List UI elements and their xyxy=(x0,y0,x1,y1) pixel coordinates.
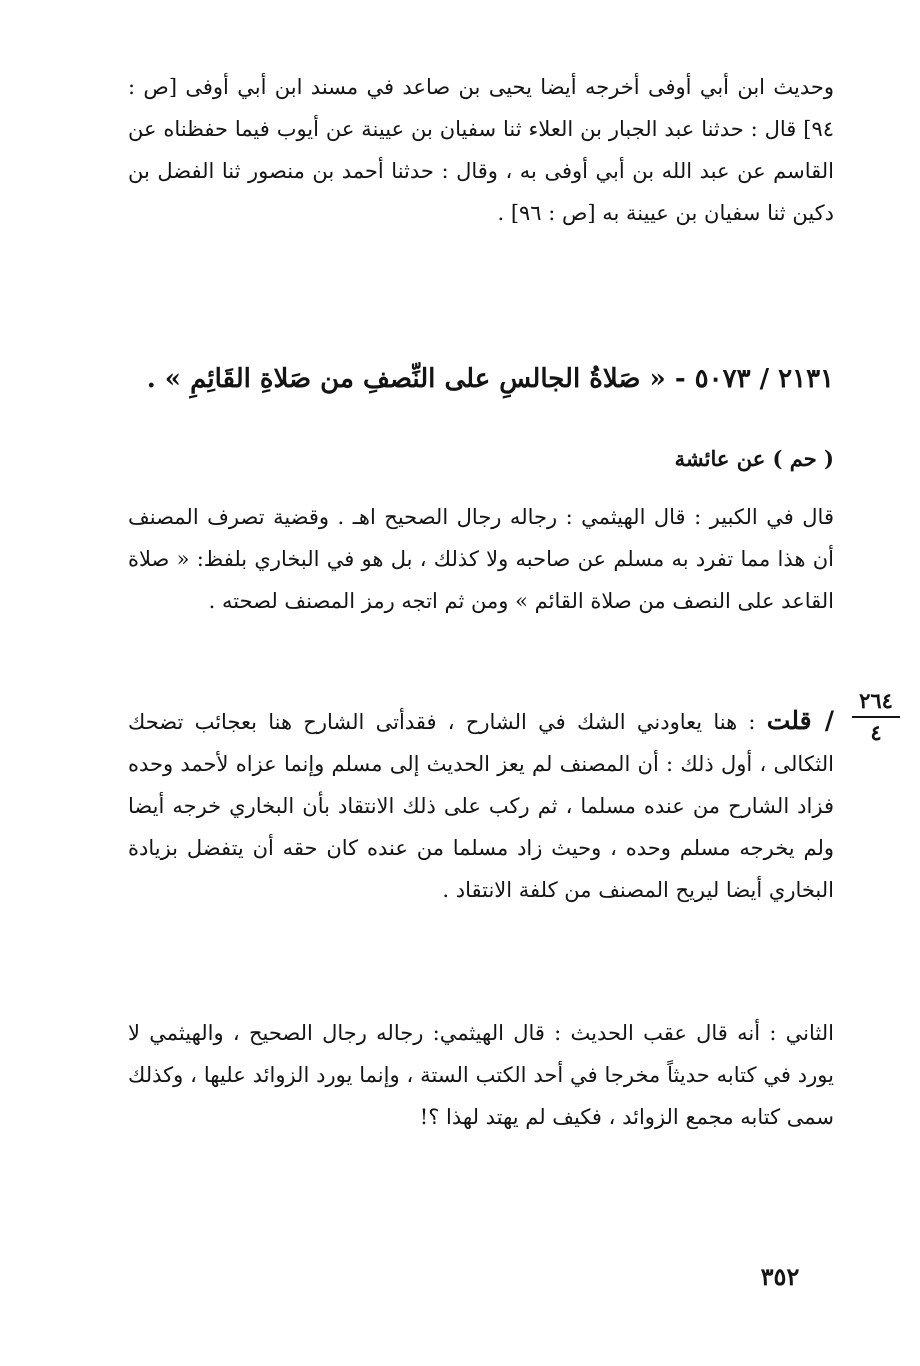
margin-volume-number: ٤ xyxy=(870,720,882,745)
second-point-paragraph: الثاني : أنه قال عقب الحديث : قال الهيثمي: رجاله رجال الصحيح ، والهيثمي لا يورد في كتابه حديثاً مخرجا في أحد الكتب الستة ، وإنما يورد الزوائد عليها ، وكذلك سمى كتابه مجمع الزوائد ، فكيف لم يهتد لهذا ؟! xyxy=(128,1021,834,1129)
hadith-source: ( حم ) عن عائشة xyxy=(674,446,834,471)
commentary-paragraph: قال في الكبير : قال الهيثمي : رجاله رجال الصحيح اهـ . وقضية تصرف المصنف أن هذا مما تفرد به مسلم عن صاحبه ولا كذلك ، بل هو في البخاري بلفظ: « صلاة القاعد على النصف من صلاة القائم » ومن ثم اتجه رمز المصنف لصحته . xyxy=(128,505,834,613)
margin-page-number: ٢٦٤ xyxy=(852,688,900,718)
intro-paragraph: وحديث ابن أبي أوفى أخرجه أيضا يحيى بن صاعد في مسند ابن أبي أوفى [ص : ٩٤] قال : حدثنا عبد الجبار بن العلاء ثنا سفيان بن عيينة عن أيوب فيما حفظناه عن القاسم عن عبد الله بن أبي أوفى به ، وقال : حدثنا أحمد بن منصور ثنا الفضل بن دكين ثنا سفيان بن عيينة به [ص : ٩٦] . xyxy=(128,75,834,225)
response-lead: / قلت xyxy=(766,706,834,735)
hadith-heading: ٢١٣١ / ٥٠٧٣ - « صَلاةُ الجالسِ على النِّصفِ من صَلاةِ القَائِمِ » . xyxy=(146,364,834,394)
margin-volume-reference xyxy=(852,688,900,746)
response-paragraph xyxy=(128,700,834,911)
response-body: : هنا يعاودني الشك في الشارح ، فقدأتى الشارح هنا بعجائب تضحك الثكالى ، أول ذلك : أن المصنف لم يعز الحديث إلى مسلم وإنما عزاه لأحمد وحده فزاد الشارح من عنده مسلما ، ثم ركب على ذلك الانتقاد بأن البخاري خرجه أيضا ولم يخرجه مسلم وحده ، وحيث زاد مسلما من عنده كان حقه أن يتفضل بزيادة البخاري أيضا ليريح المصنف من كلفة الانتقاد . xyxy=(128,710,834,902)
page-number: ٣٥٢ xyxy=(760,1262,800,1291)
